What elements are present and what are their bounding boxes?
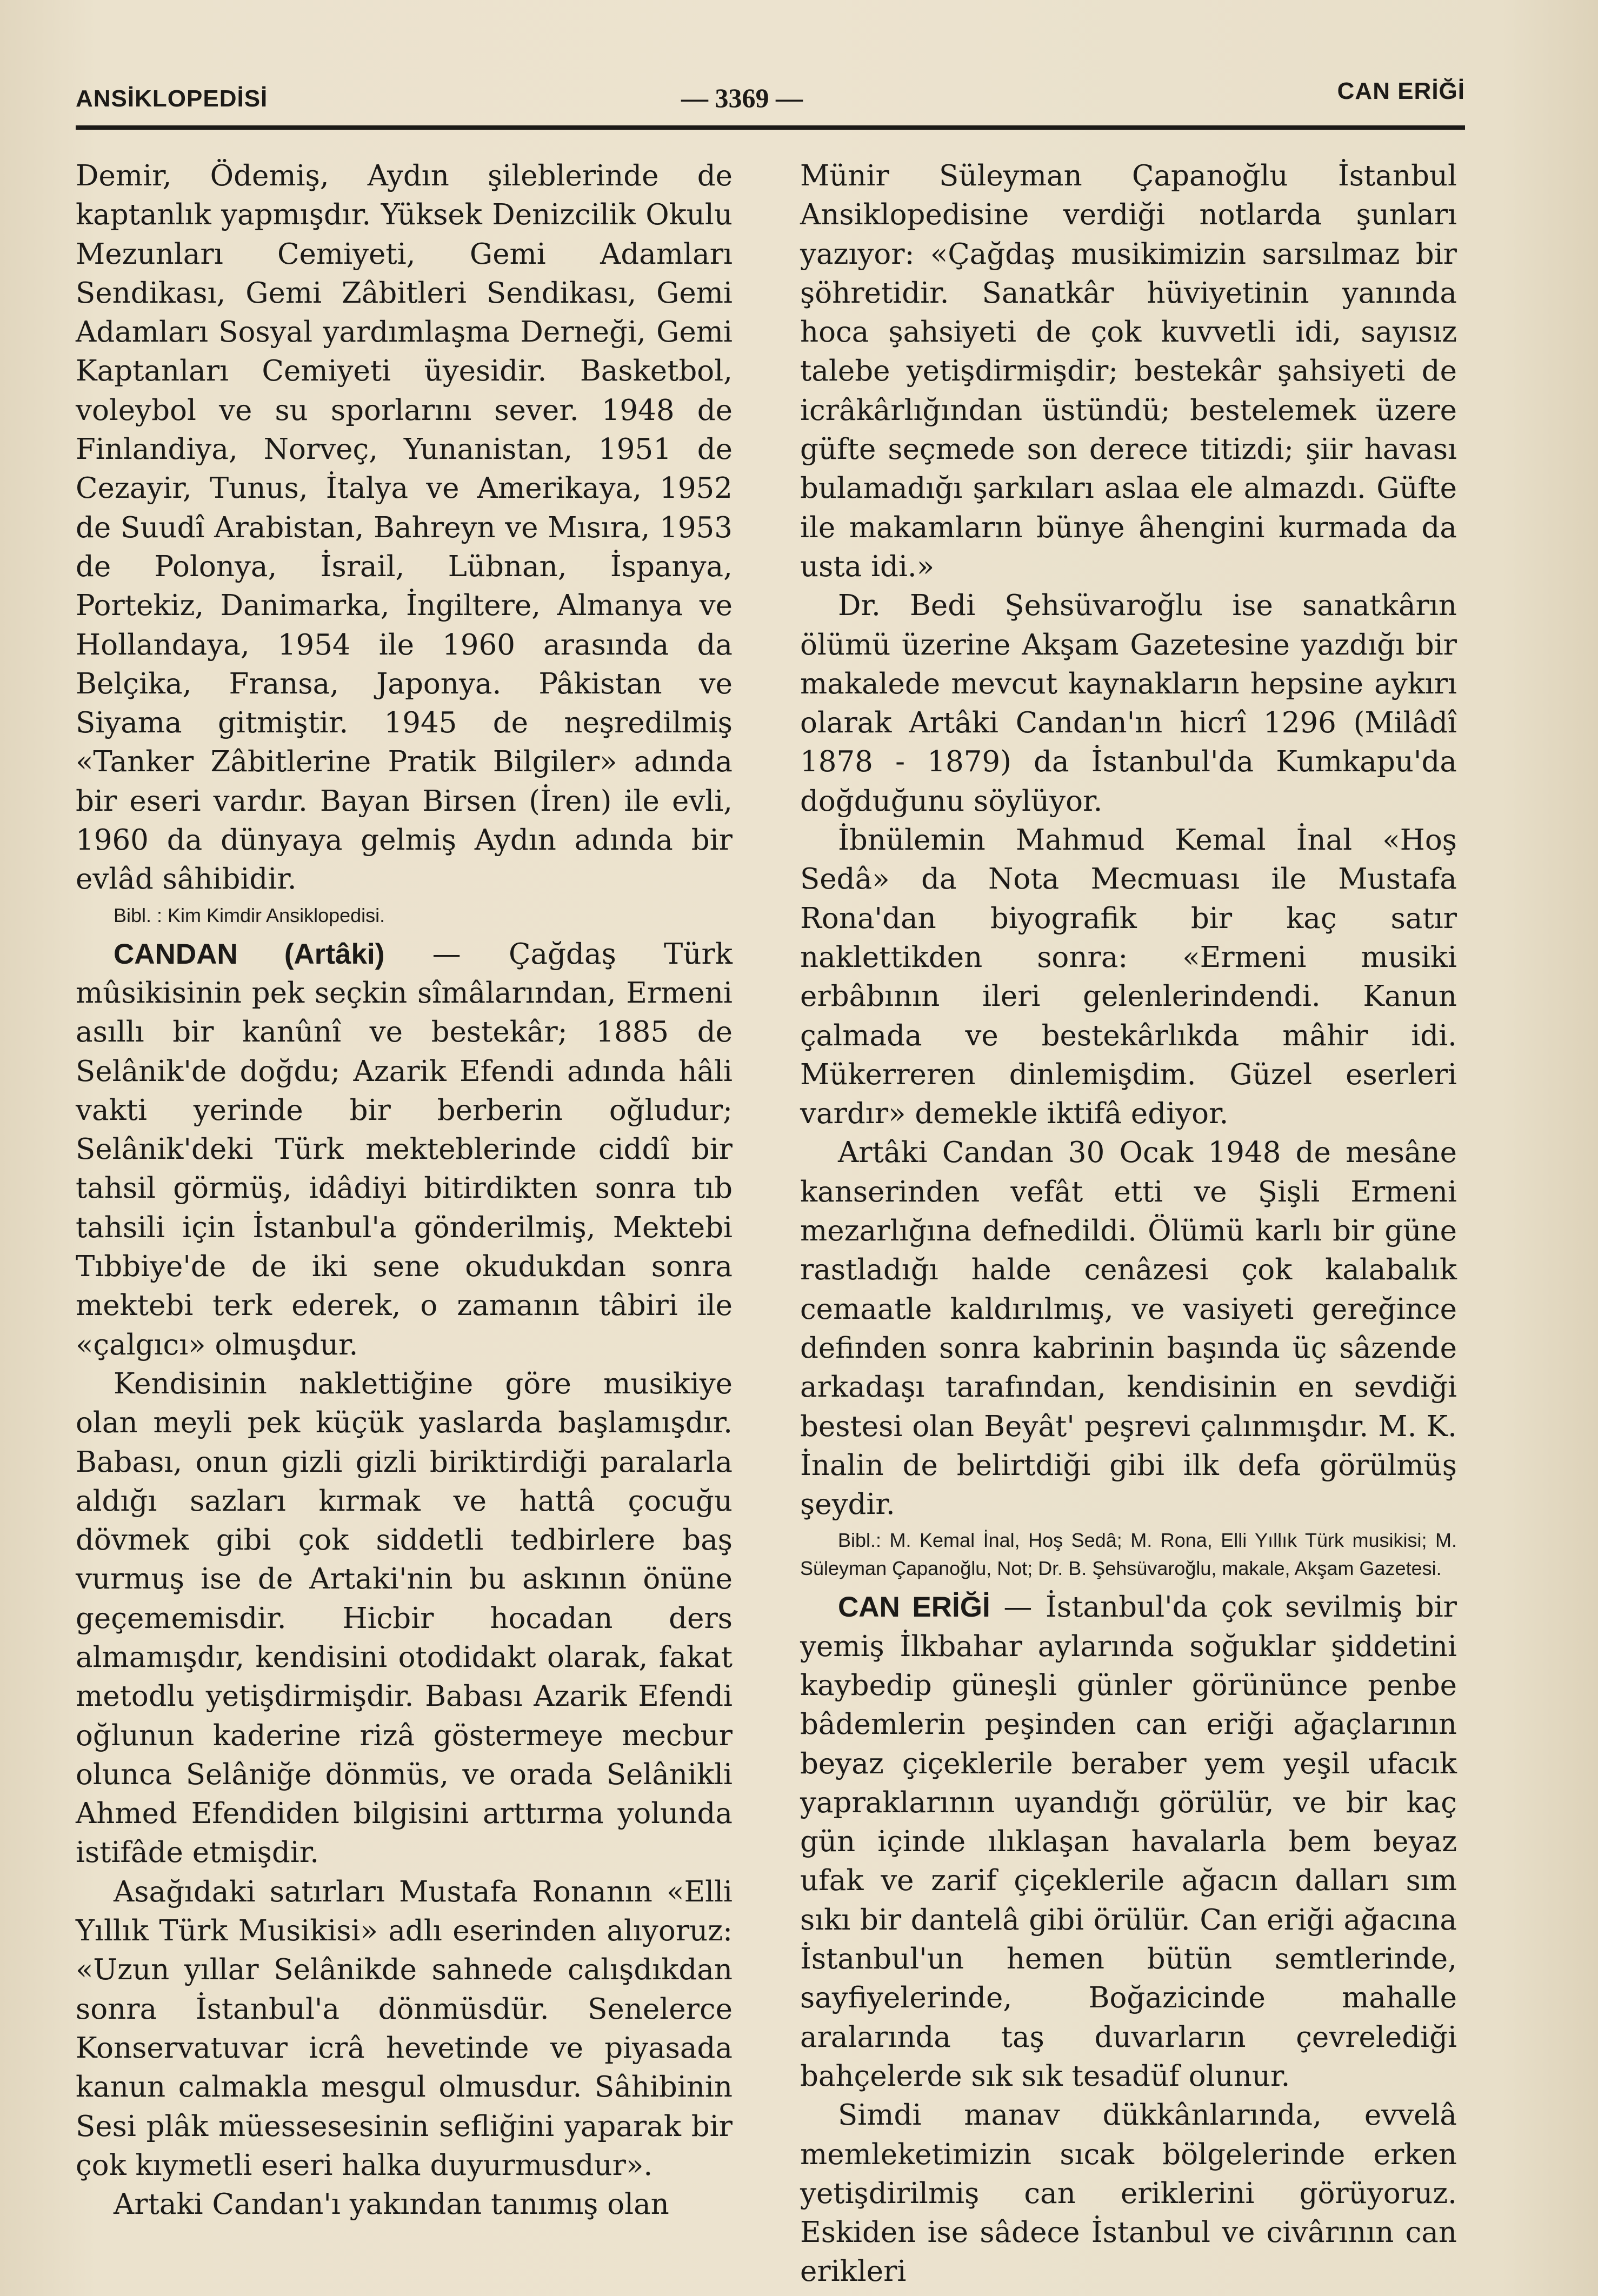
entry-text-can-erigi: — İstanbul'da çok sevilmiş bir yemiş İlkbahar aylarında soğuklar şiddetini kaybedip güneşli günler görününce penbe bâdemlerin peşinden can eriği ağaçlarının beyaz çiçeklerile beraber yem yeşil ufacık yapraklarının uyandığı görülür, ve bir kaç gün içinde ılıklaşan havalarla bem beyaz ufak ve zarif çiçeklerile ağacın dalları sım sıkı bir dantelâ gibi örülür. Can eriği ağacına İstanbul'un hemen bütün semtlerinde, sayfiyelerinde, Boğazicinde mahalle aralarında taş duvarların çevrelediği bahçelerde sık sık tesadüf olunur. bbox=[800, 1591, 1457, 2093]
paragraph-continued-biography: Demir, Ödemiş, Aydın şileblerinde de kaptanlık yapmışdır. Yüksek Denizcilik Okulu Mezunları Cemiyeti, Gemi Adamları Sendikası, Gemi Zâbitleri Sendikası, Gemi Adamları Sosyal yardımlaşma Derneği, Gemi Kaptanları Cemiyeti üyesidir. Basketbol, voleybol ve su sporlarını sever. 1948 de Finlandiya, Norveç, Yunanistan, 1951 de Cezayir, Tunus, İtalya ve Amerikaya, 1952 de Suudî Arabistan, Bahreyn ve Mısıra, 1953 de Polonya, İsrail, Lübnan, İspanya, Portekiz, Danimarka, İngiltere, Almanya ve Hollandaya, 1954 ile 1960 arasında da Belçika, Fransa, Japonya. Pâkistan ve Siyama gitmiştir. 1945 de neşredilmiş «Tanker Zâbitlerine Pratik Bilgiler» adında bir eseri vardır. Bayan Birsen (İren) ile evli, 1960 da dünyaya gelmiş Aydın adında bir evlâd sâhibidir. bbox=[76, 159, 733, 896]
paragraph-candan-3: Asağıdaki satırları Mustafa Ronanın «Elli Yıllık Türk Musikisi» adlı eserinden alıyoruz: «Uzun yıllar Selânikde sahnede calışdıkdan sonra İstanbul'a dönmüsdür. Senelerce Konservatuvar icrâ hevetinde ve piyasada kanun calmakla mesgul olmusdur. Sâhibinin Sesi plâk müessesesinin sefliğini yaparak bir çok kıymetli eseri halka duyurmusdur». bbox=[76, 1875, 733, 2182]
paragraph-candan-4: Artaki Candan'ı yakından tanımış olan bbox=[114, 2188, 669, 2221]
page-number: — 3369 — bbox=[681, 83, 803, 113]
left-column bbox=[76, 157, 733, 2224]
header-rule bbox=[76, 125, 1465, 130]
entry-heading-candan: CANDAN (Artâki) bbox=[114, 938, 385, 970]
bibliography-note: Bibl. : Kim Kimdir Ansiklopedisi. bbox=[114, 904, 385, 926]
paragraph-can-erigi-2: Simdi manav dükkânlarında, evvelâ memleketimizin sıcak bölgelerinde erken yetişdirilmiş can eriklerini görüyoruz. Eskiden ise sâdece İstanbul ve civârının can erikleri bbox=[800, 2099, 1457, 2288]
paragraph-death: Artâki Candan 30 Ocak 1948 de mesâne kanserinden vefât etti ve Şişli Ermeni mezarlığına defnedildi. Ölümü karlı bir güne rastladığı halde cenâzesi çok kalabalık cemaatle kaldırılmış, ve vasiyeti gereğince definden sonra kabrinin başında üç sâzende arkadaşı tarafından, kendisinin en sevdiği bestesi olan Beyât' peşrevi çalınmışdır. M. K. İnalin de belirtdiği gibi ilk defa görülmüş şeydir. bbox=[800, 1136, 1457, 1521]
page-header bbox=[76, 76, 1465, 119]
right-column bbox=[800, 157, 1457, 2292]
paragraph-candan-2: Kendisinin naklettiğine göre musikiye olan meyli pek küçük yaslarda başlamışdır. Babası, onun gizli gizli biriktirdiği paralarla aldığı sazları kırmak ve hattâ çocuğu dövmek gibi çok siddetli tedbirlere baş vurmuş ise de Artaki'nin bu askının önüne geçememisdir. Hicbir hocadan ders almamışdır, kendisini otodidakt olarak, fakat metodlu yetişdirmişdir. Babası Azarik Efendi oğlunun kaderine rizâ göstermeye mecbur olunca Selâniğe dönmüs, ve orada Selânikli Ahmed Efendiden bilgisini arttırma yolunda istifâde etmişdir. bbox=[76, 1367, 733, 1870]
paragraph-inal: İbnülemin Mahmud Kemal İnal «Hoş Sedâ» da Nota Mecmuası ile Mustafa Rona'dan biyografik bir kaç satır naklettikden sonra: «Ermeni musiki erbâbının ileri gelenlerindendi. Kanun çalmada ve bestekârlıkda mâhir idi. Mükerreren dinlemişdim. Güzel eserleri vardır» demekle iktifâ ediyor. bbox=[800, 824, 1457, 1131]
entry-text-candan: — Çağdaş Türk mûsikisinin pek seçkin sîmâlarından, Ermeni asıllı bir kanûnî ve bestekâr; 1885 de Selânik'de doğdu; Azarik Efendi adında hâli vakti yerinde bir berberin oğludur; Selânik'deki Türk mekteblerinde ciddî bir tahsil görmüş, idâdiyi bitirdikten sonra tıb tahsili için İstanbul'a gönderilmiş, Mektebi Tıbbiye'de de iki sene okudukdan sonra mektebi terk ederek, o zamanın tâbiri ile «çalgıcı» olmuşdur. bbox=[76, 937, 733, 1361]
bibliography-note: Bibl.: M. Kemal İnal, Hoş Sedâ; M. Rona, Elli Yıllık Türk musikisi; M. Süleyman Çapanoğlu, Not; Dr. B. Şehsüvaroğlu, makale, Akşam Gazetesi. bbox=[800, 1529, 1457, 1580]
entry-candan bbox=[76, 935, 733, 1365]
header-title-left: ANSİKLOPEDİSİ bbox=[76, 85, 268, 112]
paragraph-sehsuvaroglu: Dr. Bedi Şehsüvaroğlu ise sanatkârın ölümü üzerine Akşam Gazetesine yazdığı bir makalede mevcut kaynakların hepsine aykırı olarak Artâki Candan'ın hicrî 1296 (Milâdî 1878 - 1879) da İstanbul'da Kumkapu'da doğduğunu söylüyor. bbox=[800, 589, 1457, 818]
paragraph-capanoglu-quote: Münir Süleyman Çapanoğlu İstanbul Ansiklopedisine verdiği notlarda şunları yazıyor: «Çağdaş musikimizin sarsılmaz bir şöhretidir. Sanatkâr hüviyetinin yanında hoca şahsiyeti de çok kuvvetli idi, sayısız talebe yetişdirmişdir; bestekâr şahsiyeti de icrâkârlığından üstündü; bestelemek üzere güfte seçmede son derece titizdi; şiir havası bulamadığı şarkıları aslaa ele almazdı. Güfte ile makamların bünye âhengini kurmada da usta idi.» bbox=[800, 159, 1457, 583]
header-title-right: CAN ERİĞİ bbox=[1337, 78, 1465, 104]
entry-can-erigi bbox=[800, 1588, 1457, 2096]
entry-heading-can-erigi: CAN ERİĞİ bbox=[838, 1591, 990, 1624]
